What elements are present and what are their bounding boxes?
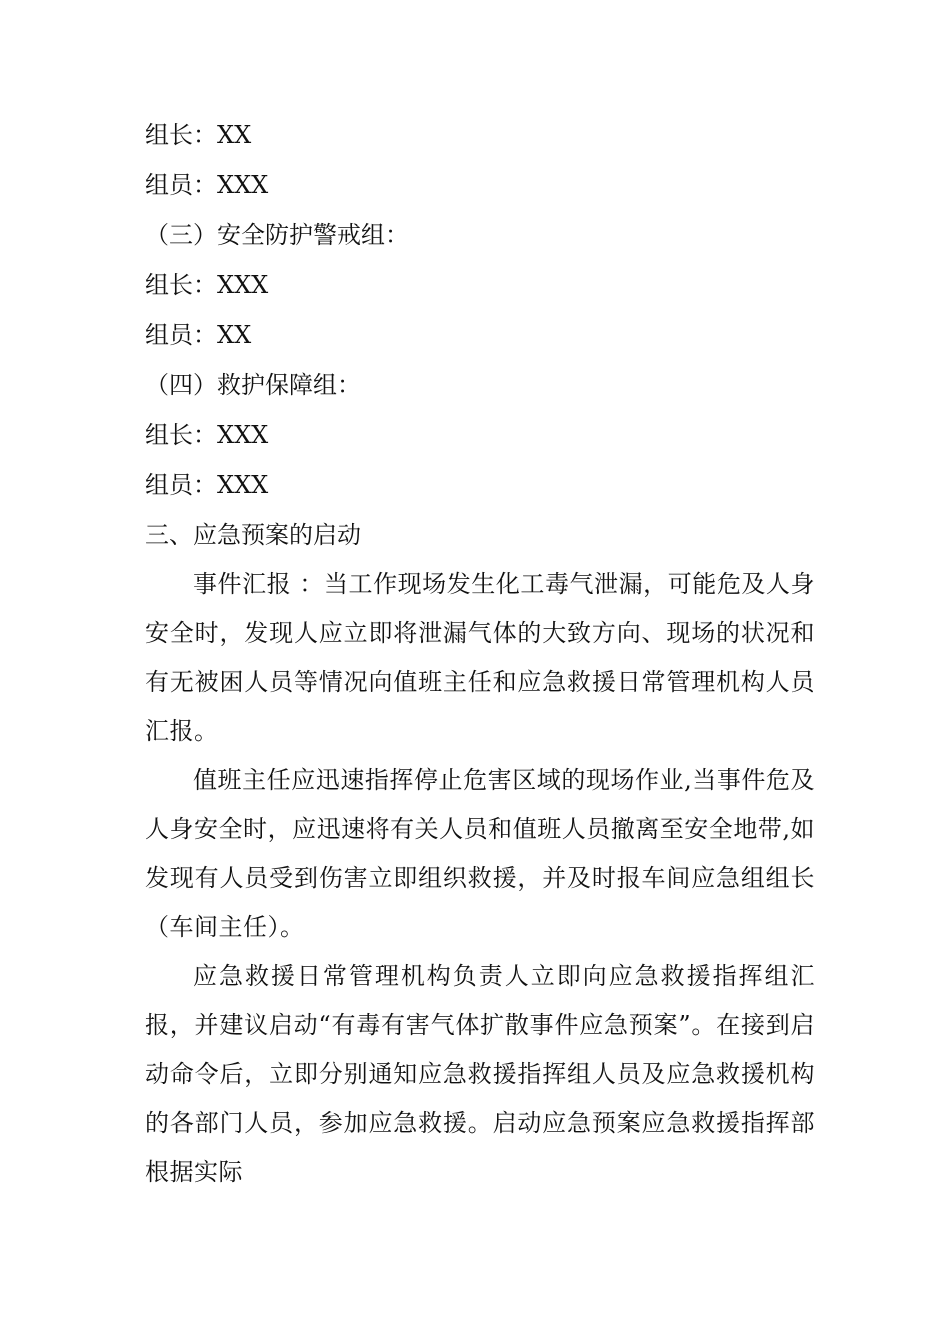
- team-leader-line: 组长：XXX: [145, 421, 269, 449]
- section-heading-security-group: （三）安全防护警戒组：: [145, 221, 409, 249]
- team-leader-line: 组长：XXX: [145, 271, 269, 299]
- chapter-heading-plan-activation: 三、应急预案的启动: [145, 521, 361, 549]
- team-member-line: 组员：XXX: [145, 171, 269, 199]
- team-member-line: 组员：XXX: [145, 471, 269, 499]
- team-leader-line: 组长：XX: [145, 121, 252, 149]
- section-heading-rescue-group: （四）救护保障组：: [145, 371, 361, 399]
- paragraph-incident-report: 事件汇报 ：当工作现场发生化工毒气泄漏，可能危及人身安全时，发现人应立即将泄漏气体的大致方向、现场的状况和有无被困人员等情况向值班主任和应急救援日常管理机构人员汇报。: [145, 570, 815, 745]
- paragraph-emergency-command: 应急救援日常管理机构负责人立即向应急救援指挥组汇报，并建议启动“有毒有害气体扩散事件应急预案”。在接到启动命令后，立即分别通知应急救援指挥组人员及应急救援机构的各部门人员，参加应急救援。启动应急预案应急救援指挥部根据实际: [145, 962, 815, 1186]
- paragraph-duty-supervisor: 值班主任应迅速指挥停止危害区域的现场作业,当事件危及人身安全时，应迅速将有关人员和值班人员撤离至安全地带,如发现有人员受到伤害立即组织救援，并及时报车间应急组组长（车间主任）。: [145, 766, 815, 941]
- document-page: [145, 110, 815, 1197]
- team-member-line: 组员：XX: [145, 321, 252, 349]
